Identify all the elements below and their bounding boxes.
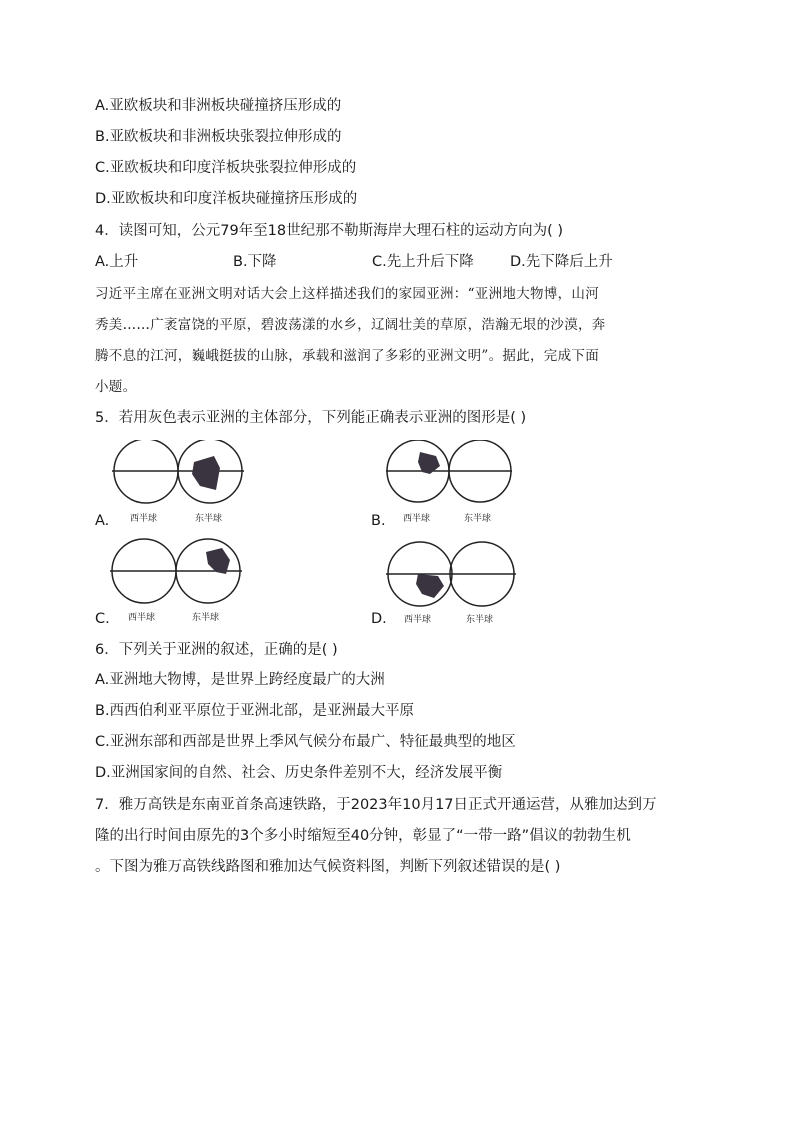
q6-stem: 6．下列关于亚洲的叙述，正确的是( ) [95, 642, 338, 658]
east-label: 东半球 [464, 514, 492, 524]
west-label: 西半球 [128, 613, 156, 623]
q3-option-c: C.亚欧板块和印度洋板块张裂拉伸形成的 [95, 160, 357, 176]
q4-option-a: A.上升 [95, 254, 139, 270]
q5-diagram-b [384, 440, 524, 530]
q5-diagram-c [108, 538, 248, 628]
asia-shape [416, 574, 444, 598]
q7-line-2: 隆的出行时间由原先的3个多小时缩短至40分钟，彰显了“一带一路”倡议的勃勃生机 [95, 828, 631, 844]
q6-option-a: A.亚洲地大物博，是世界上跨经度最广的大洲 [95, 672, 385, 688]
east-label: 东半球 [466, 615, 494, 625]
asia-shape [206, 548, 230, 574]
q3-option-a: A.亚欧板块和非洲板块碰撞挤压形成的 [95, 98, 342, 114]
q3-option-d: D.亚欧板块和印度洋板块碰撞挤压形成的 [95, 191, 358, 207]
q4-option-b: B.下降 [233, 254, 277, 270]
passage-line-3: 腾不息的江河，巍峨挺拔的山脉，承载和滋润了多彩的亚洲文明”。据此，完成下面 [95, 348, 600, 364]
q5-stem: 5．若用灰色表示亚洲的主体部分，下列能正确表示亚洲的图形是( ) [95, 410, 527, 426]
q5-label-a: A. [95, 513, 110, 529]
q3-option-b: B.亚欧板块和非洲板块张裂拉伸形成的 [95, 129, 342, 145]
q7-line-3: 。下图为雅万高铁线路图和雅加达气候资料图，判断下列叙述错误的是( ) [95, 859, 561, 875]
q5-diagram-a [108, 440, 248, 530]
q4-option-c: C.先上升后下降 [372, 254, 474, 270]
q7-line-1: 7．雅万高铁是东南亚首条高速铁路，于2023年10月17日正式开通运营，从雅加达到万 [95, 797, 657, 813]
passage-line-4: 小题。 [95, 379, 137, 395]
q6-option-b: B.西西伯利亚平原位于亚洲北部，是亚洲最大平原 [95, 703, 415, 719]
west-label: 西半球 [403, 514, 431, 524]
passage-line-2: 秀美……广袤富饶的平原，碧波荡漾的水乡，辽阔壮美的草原，浩瀚无垠的沙漠，奔 [95, 317, 606, 333]
q6-option-d: D.亚洲国家间的自然、社会、历史条件差别不大，经济发展平衡 [95, 765, 503, 781]
q5-label-d: D. [371, 611, 387, 627]
q5-label-c: C. [95, 611, 110, 627]
q6-option-c: C.亚洲东部和西部是世界上季风气候分布最广、特征最典型的地区 [95, 734, 516, 750]
q4-option-d: D.先下降后上升 [510, 254, 613, 270]
q5-diagram-d [384, 538, 524, 628]
east-label: 东半球 [195, 514, 223, 524]
west-label: 西半球 [130, 514, 158, 524]
q5-label-b: B. [371, 513, 386, 529]
passage-line-1: 习近平主席在亚洲文明对话大会上这样描述我们的家园亚洲：“亚洲地大物博，山河 [95, 286, 600, 302]
q4-stem: 4．读图可知，公元79年至18世纪那不勒斯海岸大理石柱的运动方向为( ) [95, 223, 564, 239]
asia-shape [192, 456, 220, 490]
west-label: 西半球 [404, 615, 432, 625]
east-label: 东半球 [192, 613, 220, 623]
